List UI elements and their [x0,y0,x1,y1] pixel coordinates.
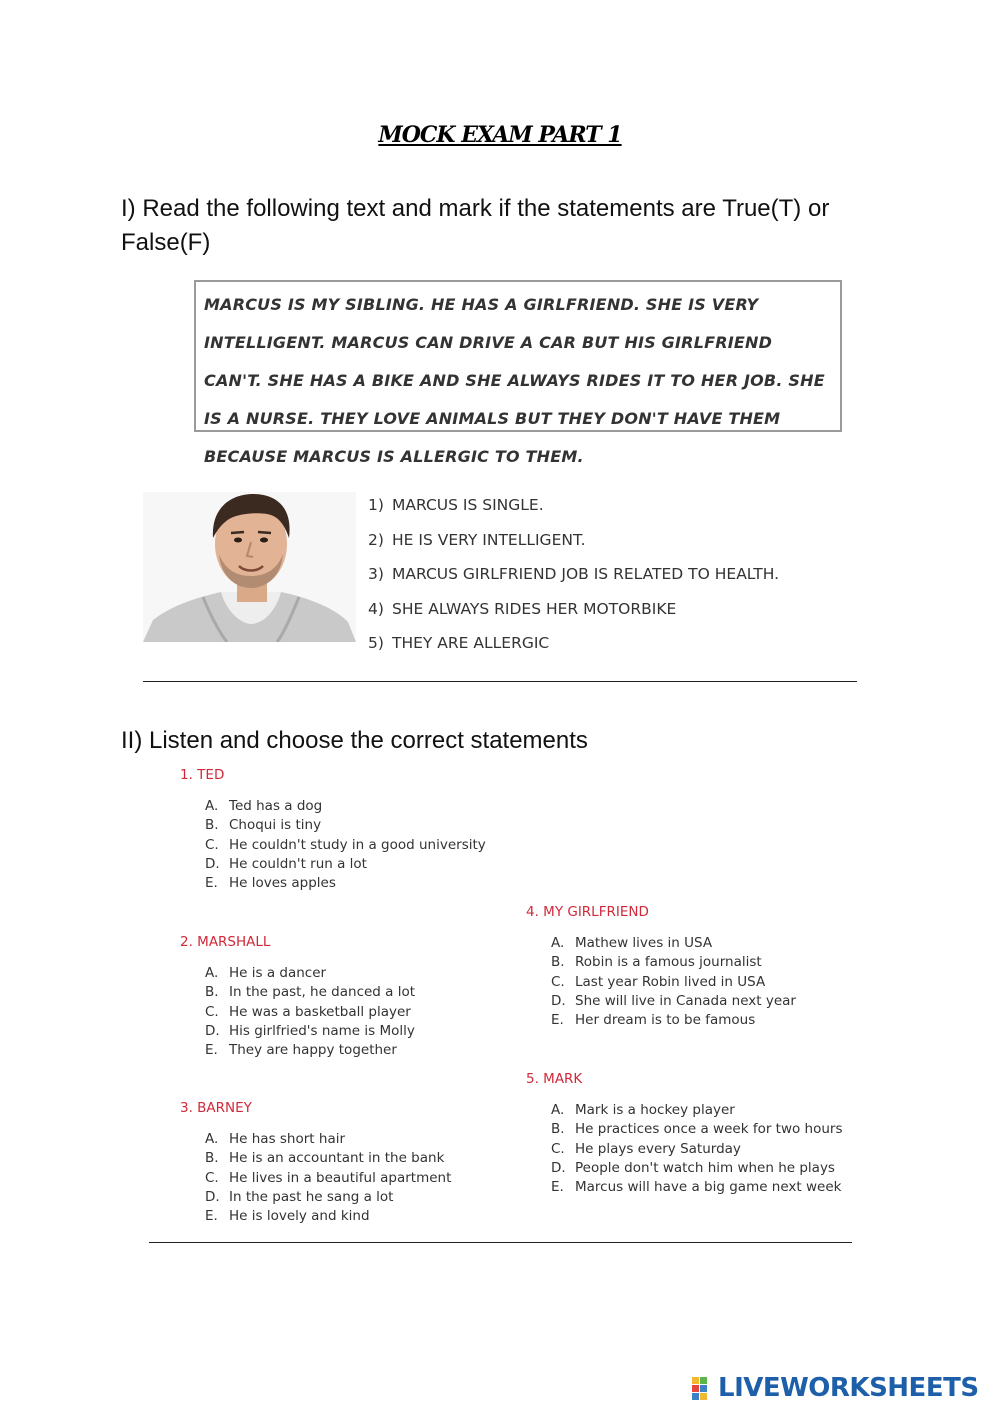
option-item[interactable]: A. He is a dancer [205,965,327,981]
statement-item: 4) SHE ALWAYS RIDES HER MOTORBIKE [368,599,677,618]
option-item[interactable]: D. She will live in Canada next year [551,992,796,1009]
group-title: 3. BARNEY [180,1100,252,1116]
option-item[interactable]: B. Robin is a famous journalist [551,954,762,971]
liveworksheets-logo[interactable] [692,1373,979,1403]
option-item[interactable]: D. His girlfried's name is Molly [205,1022,415,1039]
option-item[interactable]: B. He is an accountant in the bank [205,1150,445,1167]
question-group-ted [180,767,486,893]
option-item[interactable]: A. Ted has a dog [205,798,323,814]
group-title: 5. MARK [526,1071,583,1087]
statement-item: 2) HE IS VERY INTELLIGENT. [368,530,586,549]
option-item[interactable]: B. In the past, he danced a lot [205,984,416,1001]
reading-text-box: MARCUS IS MY SIBLING. HE HAS A GIRLFRIEND. SHE IS VERY INTELLIGENT. MARCUS CAN DRIVE A CAR BUT HIS GIRLFRIEND CAN'T. SHE HAS A BIKE AND SHE ALWAYS RIDES IT TO HER JOB. SHE IS A NURSE. THEY LOVE ANIMALS BUT THEY DON'T HAVE THEM BECAUSE MARCUS IS ALLERGIC TO THEM. [194,280,842,432]
group-title: 4. MY GIRLFRIEND [526,904,649,920]
option-item[interactable]: D. In the past he sang a lot [205,1188,394,1205]
bottom-divider [149,1242,852,1243]
liveworksheets-logo-icon [692,1375,716,1401]
section2-heading: II) Listen and choose the correct statements [121,727,588,754]
option-item[interactable]: A. He has short hair [205,1131,346,1147]
option-item[interactable]: C. He was a basketball player [205,1003,411,1020]
option-item[interactable]: A. Mathew lives in USA [551,935,713,951]
option-item[interactable]: E. They are happy together [205,1042,397,1059]
option-item[interactable]: D. People don't watch him when he plays [551,1159,835,1176]
question-group-my-girlfriend [526,904,796,1030]
section-divider [143,681,857,682]
option-item[interactable]: A. Mark is a hockey player [551,1102,735,1118]
option-item[interactable]: D. He couldn't run a lot [205,855,367,872]
option-item[interactable]: C. He couldn't study in a good university [205,836,486,853]
option-item[interactable]: B. Choqui is tiny [205,817,322,834]
group-title: 1. TED [180,767,225,783]
group-title: 2. MARSHALL [180,934,271,950]
statement-item: 5) THEY ARE ALLERGIC [368,634,550,653]
statement-item: 1) MARCUS IS SINGLE. [368,496,544,514]
question-group-barney [180,1100,451,1226]
option-item[interactable]: E. He is lovely and kind [205,1208,370,1225]
option-item[interactable]: C. Last year Robin lived in USA [551,973,766,990]
question-group-marshall [180,934,415,1060]
option-item[interactable]: E. Her dream is to be famous [551,1012,756,1029]
option-item[interactable]: B. He practices once a week for two hours [551,1121,843,1138]
page-title: MOCK EXAM PART 1 [378,122,622,148]
logo-text: LIVEWORKSHEETS [718,1373,979,1403]
section1-heading: I) Read the following text and mark if the statements are True(T) or False(F) [121,195,830,256]
question-group-mark [526,1071,843,1197]
option-item[interactable]: E. Marcus will have a big game next week [551,1179,842,1196]
man-portrait-image [143,492,356,642]
true-false-statements [368,492,828,665]
option-item[interactable]: C. He lives in a beautiful apartment [205,1169,452,1186]
option-item[interactable]: C. He plays every Saturday [551,1140,741,1157]
option-item[interactable]: E. He loves apples [205,875,336,892]
statement-item: 3) MARCUS GIRLFRIEND JOB IS RELATED TO HEALTH. [368,565,780,584]
